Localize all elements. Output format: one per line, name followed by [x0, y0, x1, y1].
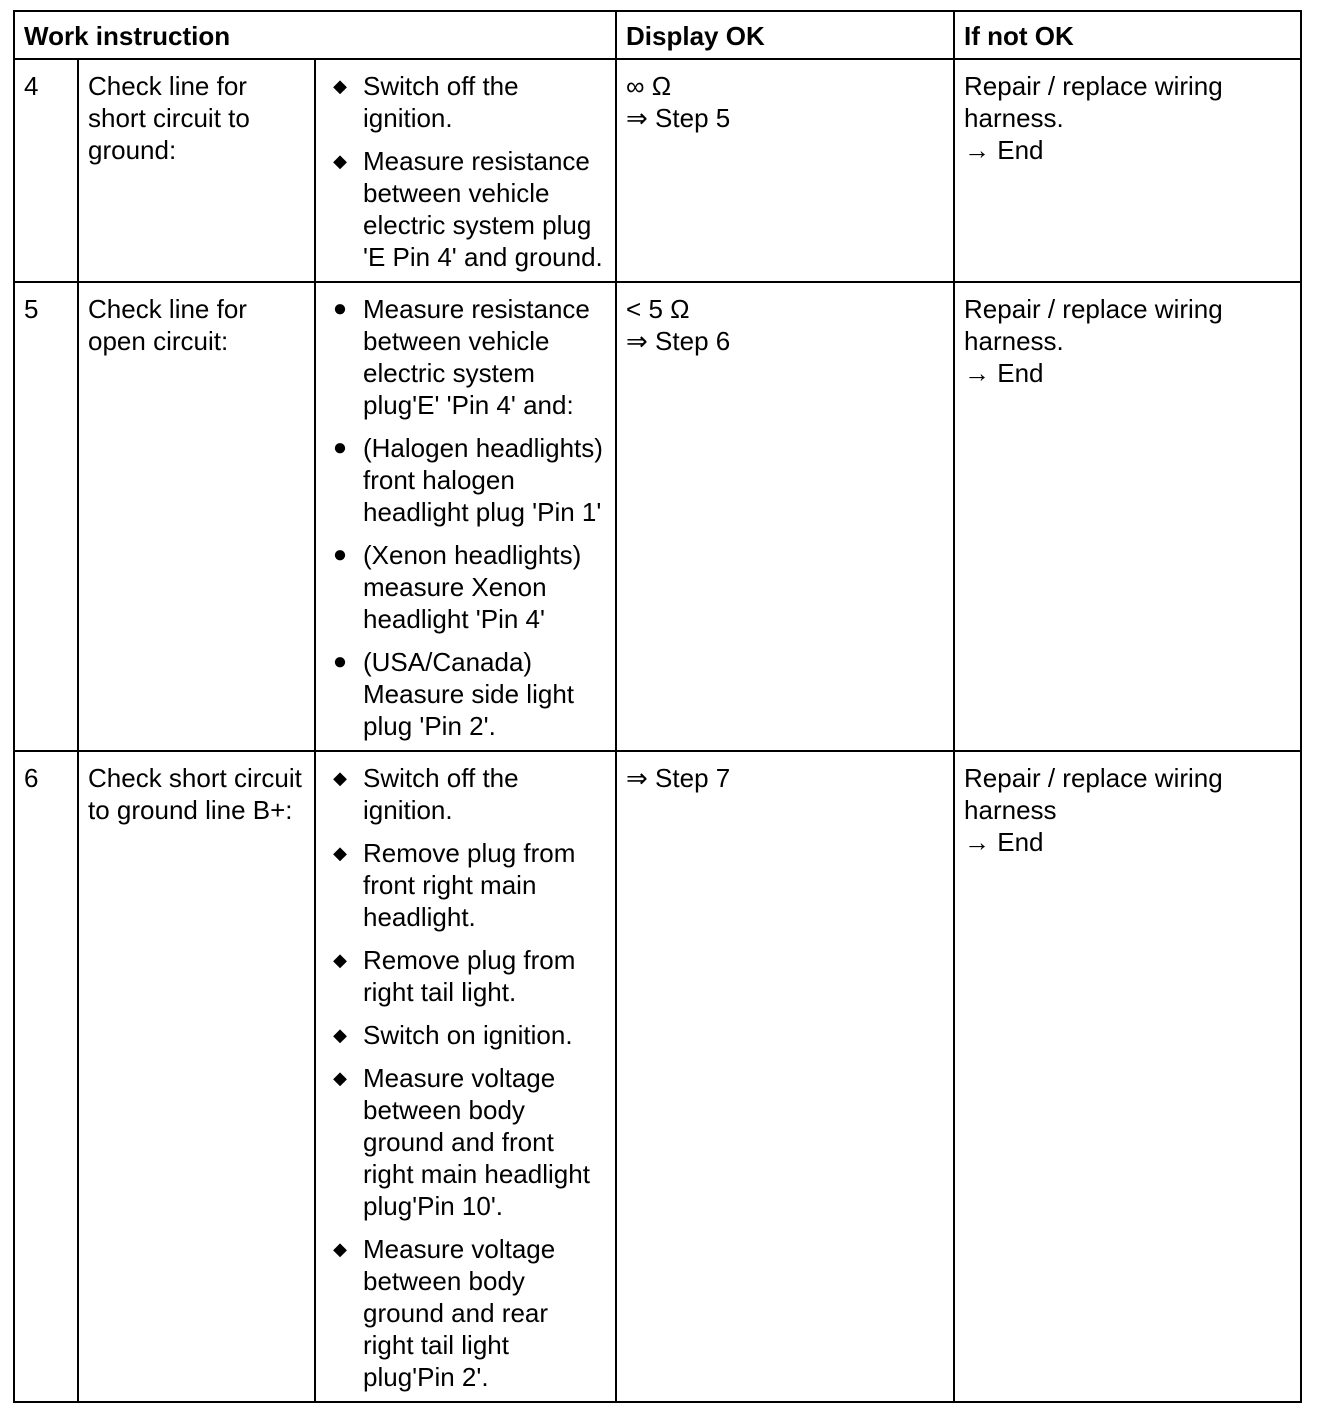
if-not-ok-next: → End — [964, 358, 1044, 388]
header-display-ok: Display OK — [616, 11, 954, 59]
step-number: 4 — [14, 59, 78, 282]
action-list-cell — [315, 59, 616, 282]
header-if-not-ok: If not OK — [954, 11, 1301, 59]
action-text: Measure resistance between vehicle electric system plug'E' 'Pin 4' and: — [363, 294, 590, 420]
action-list — [325, 762, 605, 1393]
if-not-ok-next: → End — [964, 827, 1044, 857]
action-list-cell — [315, 751, 616, 1402]
round-bullet-icon: ● — [332, 541, 348, 568]
action-text: Measure voltage between body ground and rear right tail light plug'Pin 2'. — [363, 1234, 556, 1392]
if-not-ok-cell — [954, 59, 1301, 282]
list-item — [325, 293, 605, 421]
if-not-ok-remedy: Repair / replace wiring harness. — [964, 71, 1230, 133]
action-text: Switch off the ignition. — [363, 763, 519, 825]
action-text: (Xenon headlights) measure Xenon headlight 'Pin 4' — [363, 540, 582, 634]
work-instruction-sheet — [13, 10, 1300, 1403]
display-ok-cell — [616, 751, 954, 1402]
list-item — [325, 837, 605, 933]
action-list-cell — [315, 282, 616, 751]
diamond-icon: ◆ — [333, 76, 347, 96]
display-ok-next-step: ⇒ Step 6 — [626, 326, 731, 356]
step-number: 6 — [14, 751, 78, 1402]
list-item — [325, 539, 605, 635]
display-ok-value: < 5 Ω — [626, 294, 690, 324]
list-item — [325, 646, 605, 742]
table-header-row — [14, 11, 1301, 59]
table-row — [14, 282, 1301, 751]
list-item — [325, 145, 605, 273]
diamond-icon: ◆ — [333, 843, 347, 863]
if-not-ok-remedy: Repair / replace wiring harness — [964, 763, 1230, 825]
action-list — [325, 293, 605, 742]
list-item — [325, 1062, 605, 1222]
action-text: (Halogen headlights) front halogen headlight plug 'Pin 1' — [363, 433, 603, 527]
display-ok-next-step: ⇒ Step 5 — [626, 103, 731, 133]
if-not-ok-remedy: Repair / replace wiring harness. — [964, 294, 1230, 356]
diamond-icon: ◆ — [333, 1068, 347, 1088]
list-item — [325, 70, 605, 134]
diamond-icon: ◆ — [333, 1025, 347, 1045]
check-description: Check short circuit to ground line B+: — [78, 751, 315, 1402]
round-bullet-icon: ● — [332, 295, 348, 322]
if-not-ok-cell — [954, 282, 1301, 751]
display-ok-value: ∞ Ω — [626, 71, 672, 101]
display-ok-next-step: ⇒ Step 7 — [626, 763, 731, 793]
display-ok-cell — [616, 59, 954, 282]
header-work-instruction: Work instruction — [14, 11, 616, 59]
if-not-ok-next: → End — [964, 135, 1044, 165]
check-description: Check line for open circuit: — [78, 282, 315, 751]
list-item — [325, 1019, 605, 1051]
action-text: Switch on ignition. — [363, 1020, 573, 1050]
diamond-icon: ◆ — [333, 950, 347, 970]
list-item — [325, 944, 605, 1008]
if-not-ok-cell — [954, 751, 1301, 1402]
diamond-icon: ◆ — [333, 768, 347, 788]
diamond-icon: ◆ — [333, 1239, 347, 1259]
round-bullet-icon: ● — [332, 648, 348, 675]
action-list — [325, 70, 605, 273]
action-text: Remove plug from front right main headlight. — [363, 838, 576, 932]
action-text: Switch off the ignition. — [363, 71, 519, 133]
diamond-icon: ◆ — [333, 151, 347, 171]
step-number: 5 — [14, 282, 78, 751]
action-text: Remove plug from right tail light. — [363, 945, 576, 1007]
action-text: (USA/Canada) Measure side light plug 'Pin 2'. — [363, 647, 574, 741]
list-item — [325, 762, 605, 826]
action-text: Measure voltage between body ground and front right main headlight plug'Pin 10'. — [363, 1063, 590, 1221]
work-instruction-table — [13, 10, 1302, 1403]
table-row — [14, 59, 1301, 282]
action-text: Measure resistance between vehicle electric system plug 'E Pin 4' and ground. — [363, 146, 603, 272]
list-item — [325, 432, 605, 528]
table-row — [14, 751, 1301, 1402]
display-ok-cell — [616, 282, 954, 751]
round-bullet-icon: ● — [332, 434, 348, 461]
check-description: Check line for short circuit to ground: — [78, 59, 315, 282]
list-item — [325, 1233, 605, 1393]
